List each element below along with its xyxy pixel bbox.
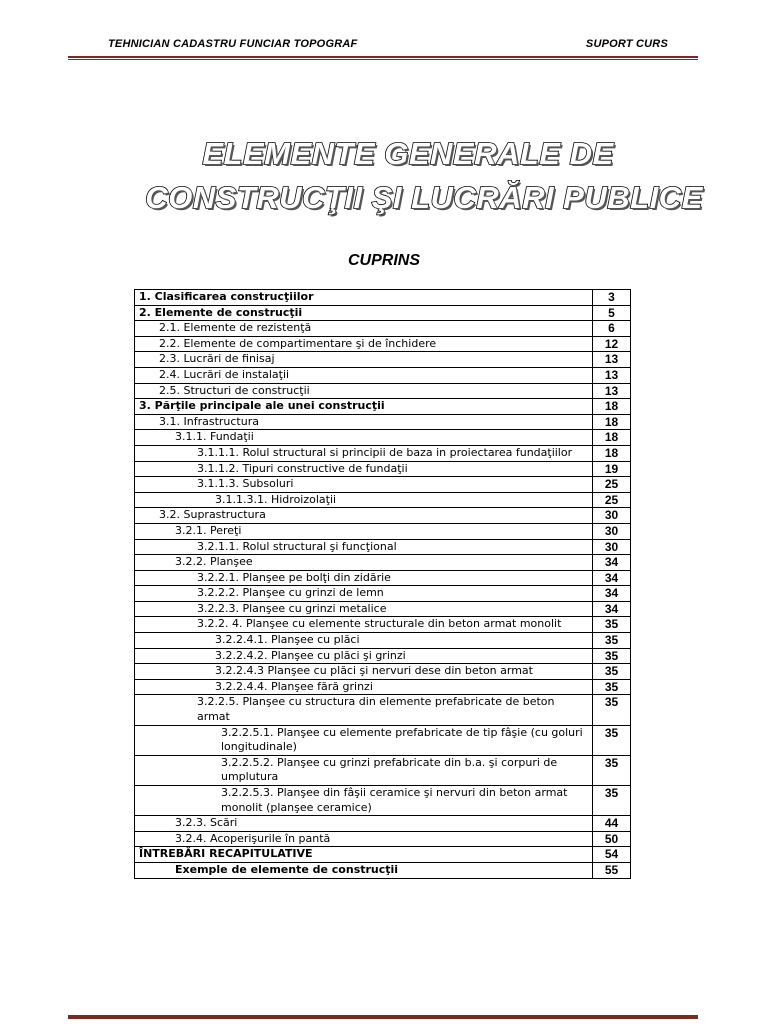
toc-row — [135, 414, 631, 430]
toc-entry-page: 25 — [593, 477, 631, 493]
toc-entry-title: 3.2.4. Acoperişurile în pantă — [135, 831, 593, 847]
toc-entry-title: 3.2.1.1. Rolul structural şi funcţional — [135, 539, 593, 555]
toc-entry-page: 35 — [593, 695, 631, 725]
toc-entry-page: 13 — [593, 367, 631, 383]
toc-row — [135, 336, 631, 352]
toc-entry-page: 13 — [593, 383, 631, 399]
toc-row — [135, 648, 631, 664]
toc-row — [135, 430, 631, 446]
toc-entry-title: 2. Elemente de construcţii — [135, 305, 593, 321]
toc-entry-title: 3.1.1.3. Subsoluri — [135, 477, 593, 493]
toc-entry-page: 35 — [593, 617, 631, 633]
toc-entry-page: 54 — [593, 847, 631, 863]
toc-entry-page: 35 — [593, 648, 631, 664]
toc-row — [135, 570, 631, 586]
toc-row — [135, 367, 631, 383]
toc-row — [135, 461, 631, 477]
toc-entry-page: 34 — [593, 601, 631, 617]
toc-entry-title: 3.2.2.4.2. Planşee cu plăci şi grinzi — [135, 648, 593, 664]
toc-entry-title: 2.2. Elemente de compartimentare şi de închidere — [135, 336, 593, 352]
toc-entry-page: 30 — [593, 523, 631, 539]
toc-row — [135, 617, 631, 633]
toc-entry-page: 50 — [593, 831, 631, 847]
toc-entry-page: 3 — [593, 290, 631, 306]
toc-entry-title: 3.1. Infrastructura — [135, 414, 593, 430]
toc-entry-title: ÎNTREBĂRI RECAPITULATIVE — [135, 847, 593, 863]
toc-row — [135, 755, 631, 785]
toc-entry-page: 18 — [593, 399, 631, 415]
toc-entry-title: 3.2.2.4.4. Planşee fără grinzi — [135, 679, 593, 695]
toc-entry-page: 44 — [593, 816, 631, 832]
toc-entry-title: 3.1.1.1. Rolul structural si principii de baza in proiectarea fundaţiilor — [135, 445, 593, 461]
toc-row — [135, 539, 631, 555]
toc-entry-page: 5 — [593, 305, 631, 321]
header-rule — [68, 56, 698, 58]
toc-entry-page: 35 — [593, 679, 631, 695]
toc-entry-title: 3.2.2.5.1. Planşee cu elemente prefabricate de tip fâşie (cu goluri longitudinale) — [135, 725, 593, 755]
toc-row — [135, 383, 631, 399]
toc-entry-page: 35 — [593, 725, 631, 755]
toc-row — [135, 492, 631, 508]
toc-entry-page: 13 — [593, 352, 631, 368]
toc-row — [135, 695, 631, 725]
toc-row — [135, 601, 631, 617]
toc-entry-title: 2.1. Elemente de rezistenţă — [135, 321, 593, 337]
toc-entry-title: 3.2.2. 4. Planşee cu elemente structurale din beton armat monolit — [135, 617, 593, 633]
toc-entry-page: 18 — [593, 414, 631, 430]
toc-entry-title: 3.1.1.2. Tipuri constructive de fundaţii — [135, 461, 593, 477]
header-rule-thin — [68, 59, 698, 60]
toc-row — [135, 679, 631, 695]
toc-entry-page: 30 — [593, 539, 631, 555]
toc-row — [135, 352, 631, 368]
toc-row — [135, 862, 631, 878]
toc-row — [135, 399, 631, 415]
toc-entry-page: 12 — [593, 336, 631, 352]
toc-entry-page: 25 — [593, 492, 631, 508]
toc-entry-page: 34 — [593, 570, 631, 586]
document-title-line2: CONSTRUCŢII ŞI LUCRĂRI PUBLICE — [145, 180, 703, 215]
toc-row — [135, 633, 631, 649]
toc-entry-page: 55 — [593, 862, 631, 878]
toc-entry-page: 18 — [593, 430, 631, 446]
toc-heading: CUPRINS — [347, 252, 420, 269]
toc-entry-title: 3.1.1. Fundaţii — [135, 430, 593, 446]
toc-entry-title: 3.2.2.2. Planşee cu grinzi de lemn — [135, 586, 593, 602]
table-of-contents — [134, 289, 631, 879]
toc-row — [135, 725, 631, 755]
document-title-line1: ELEMENTE GENERALE DE — [202, 136, 614, 171]
toc-entry-title: 3.2.2.4.3 Planşee cu plăci şi nervuri dese din beton armat — [135, 664, 593, 680]
toc-entry-title: 2.5. Structuri de construcţii — [135, 383, 593, 399]
toc-entry-page: 18 — [593, 445, 631, 461]
toc-row — [135, 786, 631, 816]
toc-entry-page: 35 — [593, 664, 631, 680]
toc-entry-title: 3.2.2.5. Planşee cu structura din elemente prefabricate de beton armat — [135, 695, 593, 725]
toc-entry-title: 3. Părţile principale ale unei construcţii — [135, 399, 593, 415]
toc-row — [135, 508, 631, 524]
toc-entry-page: 35 — [593, 633, 631, 649]
header-doc-type: SUPORT CURS — [585, 38, 668, 50]
toc-entry-title: 3.2.2.1. Planşee pe bolţi din zidărie — [135, 570, 593, 586]
toc-entry-page: 19 — [593, 461, 631, 477]
toc-row — [135, 664, 631, 680]
page-header — [68, 36, 698, 56]
toc-row — [135, 290, 631, 306]
toc-row — [135, 555, 631, 571]
footer-rule — [68, 1015, 698, 1019]
toc-entry-title: 3.2.2. Planşee — [135, 555, 593, 571]
toc-row — [135, 523, 631, 539]
toc-entry-title: Exemple de elemente de construcţii — [135, 862, 593, 878]
toc-row — [135, 586, 631, 602]
toc-entry-page: 6 — [593, 321, 631, 337]
toc-entry-page: 34 — [593, 586, 631, 602]
toc-entry-title: 1. Clasificarea construcţiilor — [135, 290, 593, 306]
header-course-title: TEHNICIAN CADASTRU FUNCIAR TOPOGRAF — [108, 38, 358, 50]
toc-row — [135, 847, 631, 863]
toc-entry-title: 2.3. Lucrări de finisaj — [135, 352, 593, 368]
toc-row — [135, 477, 631, 493]
toc-row — [135, 831, 631, 847]
toc-entry-title: 3.2.2.5.3. Planşee din fâşii ceramice şi nervuri din beton armat monolit (planşee ceramice) — [135, 786, 593, 816]
toc-entry-page: 34 — [593, 555, 631, 571]
toc-entry-title: 3.2.2.3. Planşee cu grinzi metalice — [135, 601, 593, 617]
toc-row — [135, 321, 631, 337]
toc-entry-title: 2.4. Lucrări de instalaţii — [135, 367, 593, 383]
toc-entry-page: 35 — [593, 755, 631, 785]
toc-entry-title: 3.2.3. Scări — [135, 816, 593, 832]
toc-entry-title: 3.1.1.3.1. Hidroizolaţii — [135, 492, 593, 508]
toc-entry-title: 3.2. Suprastructura — [135, 508, 593, 524]
toc-entry-title: 3.2.2.4.1. Planşee cu plăci — [135, 633, 593, 649]
toc-row — [135, 816, 631, 832]
toc-entry-page: 35 — [593, 786, 631, 816]
toc-row — [135, 305, 631, 321]
toc-entry-title: 3.2.2.5.2. Planşee cu grinzi prefabricate din b.a. şi corpuri de umplutura — [135, 755, 593, 785]
toc-row — [135, 445, 631, 461]
toc-entry-title: 3.2.1. Pereţi — [135, 523, 593, 539]
toc-entry-page: 30 — [593, 508, 631, 524]
